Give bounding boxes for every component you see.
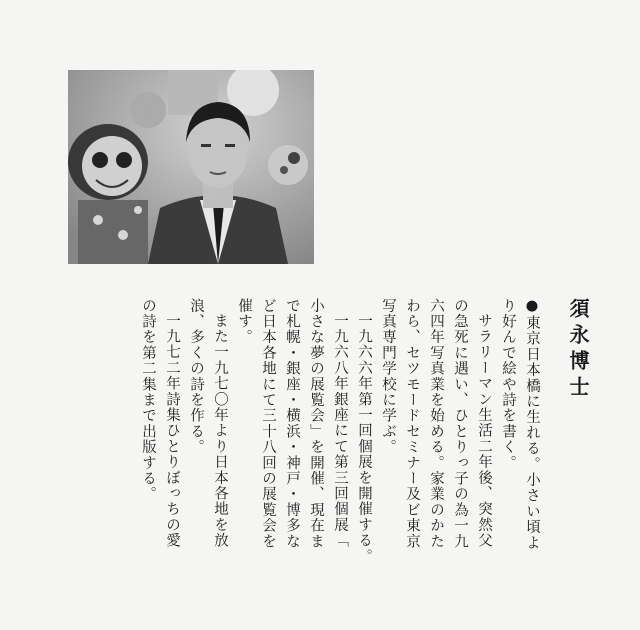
bio-line: また一九七〇年より日本各地を放 [212, 312, 228, 548]
bio-line: 催す。 [236, 298, 252, 346]
author-name: 須永博士 [566, 298, 590, 402]
bio-line: 六四年写真業を始める。家業のかた [428, 298, 444, 550]
bio-line: の急死に遇い、ひとりっ子の為一九 [452, 298, 468, 550]
bio-line: ど日本各地にて三十八回の展覧会を [260, 298, 276, 550]
biography-text [136, 298, 590, 608]
bio-line: 浪、多くの詩を作る。 [188, 298, 204, 455]
bio-line: わら、セツモードセミナー及ビ東京 [404, 298, 420, 550]
bio-line: で札幌・銀座・横浜・神戸・博多な [284, 298, 300, 550]
bio-line: 一九七二年詩集ひとりぼっちの愛 [164, 312, 180, 548]
bio-line: り好んで絵や詩を書く。 [500, 298, 516, 471]
author-photo [68, 70, 314, 264]
portrait-illustration [68, 70, 314, 264]
bio-line: 一九六六年第一回個展を開催する。 [356, 312, 372, 564]
bio-line: 一九六八年銀座にて第三回個展「 [332, 312, 348, 548]
bio-line: 小さな夢の展覧会」を開催、現在ま [308, 298, 324, 550]
bio-line: 写真専門学校に学ぶ。 [380, 298, 396, 455]
bio-line: サラリーマン生活二年後、突然父 [476, 312, 492, 548]
bio-line: ●東京日本橋に生れる。小さい頃よ [524, 298, 540, 551]
bio-line: の詩を第二集まで出版する。 [140, 298, 156, 503]
